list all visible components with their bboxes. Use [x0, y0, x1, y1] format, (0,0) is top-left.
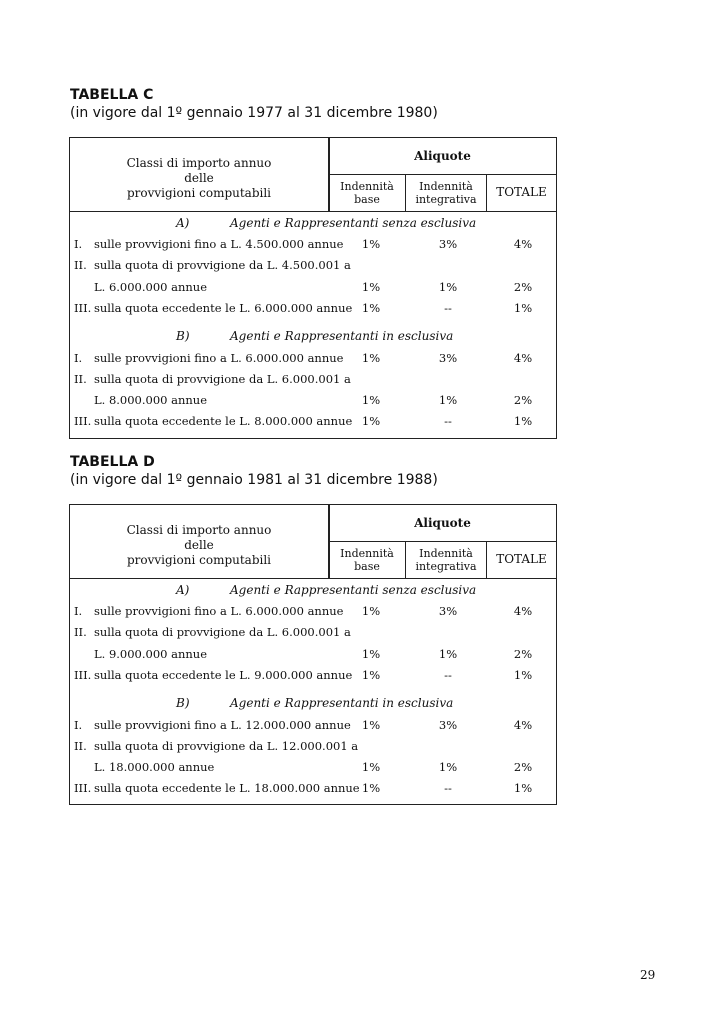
- indennita-base-header: [329, 174, 406, 211]
- table-row: [70, 760, 556, 776]
- base-line-1: Indennità: [340, 179, 394, 193]
- section-letter: A): [176, 216, 190, 230]
- base-line-1: Indennità: [340, 546, 394, 560]
- table-d-heading: [70, 453, 438, 489]
- table-header: [70, 138, 556, 212]
- classi-line-3: provvigioni computabili: [126, 553, 272, 567]
- totale-header: TOTALE: [496, 552, 547, 566]
- row-number: II.: [74, 258, 87, 272]
- row-number: III.: [74, 781, 92, 795]
- section-letter: B): [176, 696, 190, 710]
- totale-value: 4%: [513, 604, 533, 618]
- base-value: 1%: [361, 393, 381, 407]
- indennita-integrativa-header: [406, 174, 487, 211]
- table-row: [70, 351, 556, 367]
- table-row: [70, 739, 556, 755]
- row-number: III.: [74, 668, 92, 682]
- totale-header: TOTALE: [496, 185, 547, 199]
- classi-line-2: delle: [184, 538, 214, 552]
- section-name: Agenti e Rappresentanti senza esclusiva: [230, 583, 477, 597]
- table-row: [70, 781, 556, 797]
- totale-value: 1%: [513, 414, 533, 428]
- integrativa-value: 3%: [438, 604, 458, 618]
- row-number: I.: [74, 604, 83, 618]
- row-description: L. 18.000.000 annue: [94, 760, 215, 774]
- totale-value: 2%: [513, 760, 533, 774]
- integrativa-value: 1%: [438, 280, 458, 294]
- base-line-2: base: [354, 559, 380, 573]
- row-number: II.: [74, 372, 87, 386]
- integrativa-value: 3%: [438, 351, 458, 365]
- row-description: L. 9.000.000 annue: [94, 647, 208, 661]
- row-description: sulla quota di provvigione da L. 6.000.001 a: [94, 625, 351, 639]
- base-value: 1%: [361, 414, 381, 428]
- integr-line-2: integrativa: [415, 559, 477, 573]
- page-number: 29: [640, 968, 656, 982]
- row-number: I.: [74, 718, 83, 732]
- classi-line-1: Classi di importo annuo: [126, 523, 272, 537]
- base-value: 1%: [361, 351, 381, 365]
- row-description: sulla quota eccedente le L. 6.000.000 annue: [94, 301, 353, 315]
- row-description: sulla quota di provvigione da L. 12.000.001 a: [94, 739, 359, 753]
- row-number: I.: [74, 351, 83, 365]
- classi-line-3: provvigioni computabili: [126, 186, 272, 200]
- row-description: sulla quota eccedente le L. 8.000.000 annue: [94, 414, 353, 428]
- aliquote-header: Aliquote: [414, 149, 471, 163]
- row-description: sulla quota eccedente le L. 18.000.000 annue: [94, 781, 360, 795]
- totale-value: 4%: [513, 718, 533, 732]
- section-name: Agenti e Rappresentanti in esclusiva: [230, 329, 454, 343]
- base-value: 1%: [361, 237, 381, 251]
- row-number: II.: [74, 739, 87, 753]
- totale-value: 1%: [513, 781, 533, 795]
- base-value: 1%: [361, 280, 381, 294]
- table-row: [70, 258, 556, 274]
- integrativa-value: --: [444, 781, 452, 795]
- row-number: I.: [74, 237, 83, 251]
- table-subtitle: (in vigore dal 1º gennaio 1981 al 31 dicembre 1988): [70, 472, 438, 488]
- table-c-heading: [70, 86, 438, 122]
- section-name: Agenti e Rappresentanti senza esclusiva: [230, 216, 477, 230]
- totale-value: 1%: [513, 668, 533, 682]
- integrativa-value: --: [444, 414, 452, 428]
- table-row: [70, 393, 556, 409]
- base-value: 1%: [361, 647, 381, 661]
- table-d: [69, 504, 557, 805]
- section-name: Agenti e Rappresentanti in esclusiva: [230, 696, 454, 710]
- integrativa-value: --: [444, 301, 452, 315]
- integr-line-2: integrativa: [415, 192, 477, 206]
- table-header: [70, 505, 556, 579]
- row-number: III.: [74, 414, 92, 428]
- totale-value: 2%: [513, 280, 533, 294]
- base-value: 1%: [361, 760, 381, 774]
- integrativa-value: 1%: [438, 647, 458, 661]
- totale-value: 2%: [513, 393, 533, 407]
- table-row: [70, 237, 556, 253]
- section-letter: B): [176, 329, 190, 343]
- integr-line-1: Indennità: [419, 546, 473, 560]
- base-value: 1%: [361, 301, 381, 315]
- table-subtitle: (in vigore dal 1º gennaio 1977 al 31 dicembre 1980): [70, 105, 438, 121]
- row-description: L. 8.000.000 annue: [94, 393, 208, 407]
- aliquote-header: Aliquote: [414, 516, 471, 530]
- classi-line-1: Classi di importo annuo: [126, 156, 272, 170]
- base-value: 1%: [361, 781, 381, 795]
- integrativa-value: 1%: [438, 760, 458, 774]
- integrativa-value: 3%: [438, 237, 458, 251]
- table-row: [70, 718, 556, 734]
- table-title: TABELLA D: [70, 454, 155, 470]
- table-row: [70, 604, 556, 620]
- row-description: sulla quota di provvigione da L. 6.000.001 a: [94, 372, 351, 386]
- table-row: [70, 280, 556, 296]
- table-row: [70, 668, 556, 684]
- integrativa-value: 1%: [438, 393, 458, 407]
- totale-value: 4%: [513, 351, 533, 365]
- row-description: sulle provvigioni fino a L. 12.000.000 annue: [94, 718, 351, 732]
- integrativa-value: 3%: [438, 718, 458, 732]
- table-row: [70, 625, 556, 641]
- classi-header: [70, 138, 328, 211]
- table-row: [70, 414, 556, 430]
- row-description: L. 6.000.000 annue: [94, 280, 208, 294]
- row-number: III.: [74, 301, 92, 315]
- indennita-integrativa-header: [406, 541, 487, 578]
- integr-line-1: Indennità: [419, 179, 473, 193]
- base-value: 1%: [361, 604, 381, 618]
- base-line-2: base: [354, 192, 380, 206]
- table-title: TABELLA C: [70, 87, 154, 103]
- row-description: sulle provvigioni fino a L. 6.000.000 annue: [94, 351, 344, 365]
- row-description: sulla quota di provvigione da L. 4.500.001 a: [94, 258, 351, 272]
- row-description: sulla quota eccedente le L. 9.000.000 annue: [94, 668, 353, 682]
- classi-line-2: delle: [184, 171, 214, 185]
- totale-value: 2%: [513, 647, 533, 661]
- section-letter: A): [176, 583, 190, 597]
- integrativa-value: --: [444, 668, 452, 682]
- base-value: 1%: [361, 668, 381, 682]
- row-number: II.: [74, 625, 87, 639]
- table-row: [70, 372, 556, 388]
- table-row: [70, 301, 556, 317]
- base-value: 1%: [361, 718, 381, 732]
- indennita-base-header: [329, 541, 406, 578]
- table-row: [70, 647, 556, 663]
- totale-value: 1%: [513, 301, 533, 315]
- row-description: sulle provvigioni fino a L. 4.500.000 annue: [94, 237, 344, 251]
- row-description: sulle provvigioni fino a L. 6.000.000 annue: [94, 604, 344, 618]
- table-c: [69, 137, 557, 439]
- totale-value: 4%: [513, 237, 533, 251]
- classi-header: [70, 505, 328, 578]
